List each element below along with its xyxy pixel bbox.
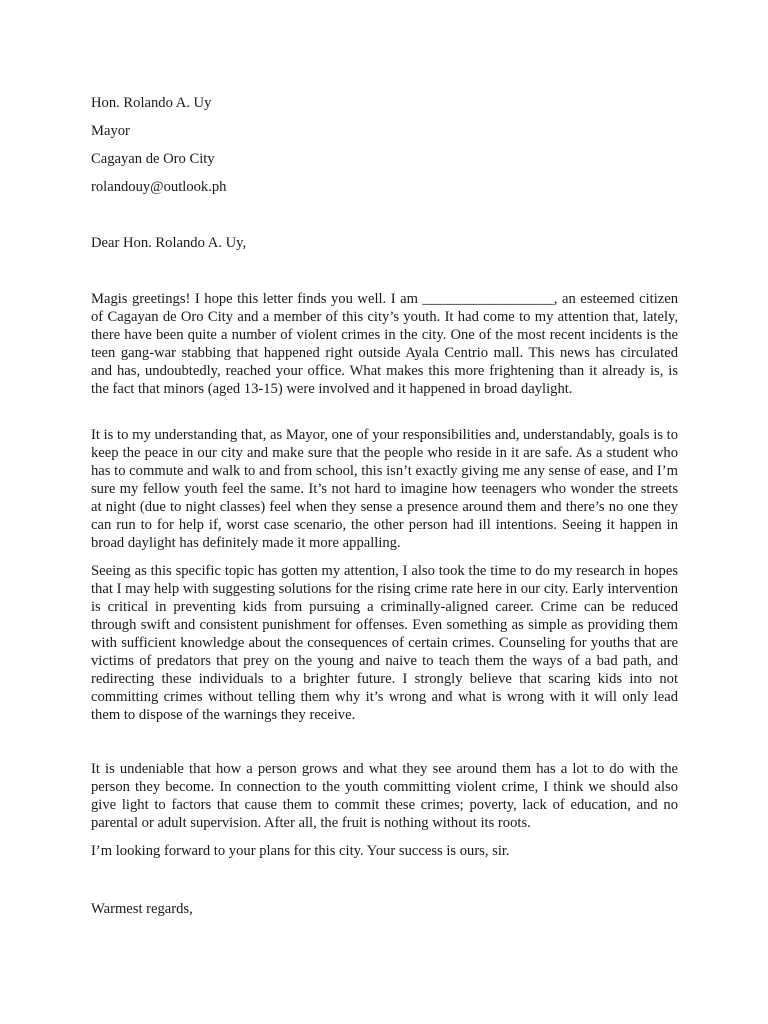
closing: Warmest regards, xyxy=(91,901,193,917)
paragraph-root-causes: It is undeniable that how a person grows and what they see around them has a lot to do with the person they become. In connection to the youth committing violent crime, I think we should also give light to factors that cause them to commit these crimes; poverty, lack of education, and no parental or adult supervision. After all, the fruit is nothing without its roots. xyxy=(91,761,678,831)
recipient-title: Mayor xyxy=(91,123,130,139)
recipient-name: Hon. Rolando A. Uy xyxy=(91,95,212,111)
recipient-city: Cagayan de Oro City xyxy=(91,151,215,167)
paragraph-mayor-responsibility: It is to my understanding that, as Mayor, one of your responsibilities and, understandably, goals is to keep the peace in our city and make sure that the people who reside in it are safe. As a student who has to commute and walk to and from school, this isn’t exactly giving me any sense of ease, and I’m sure my fellow youth feel the same. It’s not hard to imagine how teenagers who wonder the streets at night (due to night classes) feel when they sense a presence around them and there’s no one they can run to for help if, worst case scenario, the other person had ill intentions. Seeing it happen in broad daylight has definitely made it more appalling. xyxy=(91,427,678,551)
paragraph-intro: Magis greetings! I hope this letter finds you well. I am __________________, an esteemed citizen of Cagayan de Oro City and a member of this city’s youth. It had come to my attention that, lately, there have been quite a number of violent crimes in the city. One of the most recent incidents is the teen gang-war stabbing that happened right outside Ayala Centrio mall. This news has circulated and has, undoubtedly, reached your office. What makes this more frightening than it already is, is the fact that minors (aged 13-15) were involved and it happened in broad daylight. xyxy=(91,291,678,397)
paragraph-looking-forward: I’m looking forward to your plans for this city. Your success is ours, sir. xyxy=(91,843,510,859)
paragraph-research: Seeing as this specific topic has gotten my attention, I also took the time to do my research in hopes that I may help with suggesting solutions for the rising crime rate here in our city. Early intervention is critical in preventing kids from pursuing a criminally-aligned career. Crime can be reduced through swift and consistent punishment for offenses. Even something as simple as providing them with sufficient knowledge about the consequences of certain crimes. Counseling for youths that are victims of predators that prey on the young and naive to teach them the ways of a bad path, and redirecting these individuals to a brighter future. I strongly believe that scaring kids into not committing crimes without telling them why it’s wrong and what is wrong with it will only lead them to dispose of the warnings they receive. xyxy=(91,563,678,723)
salutation: Dear Hon. Rolando A. Uy, xyxy=(91,235,247,251)
recipient-email: rolandouy@outlook.ph xyxy=(91,179,227,195)
